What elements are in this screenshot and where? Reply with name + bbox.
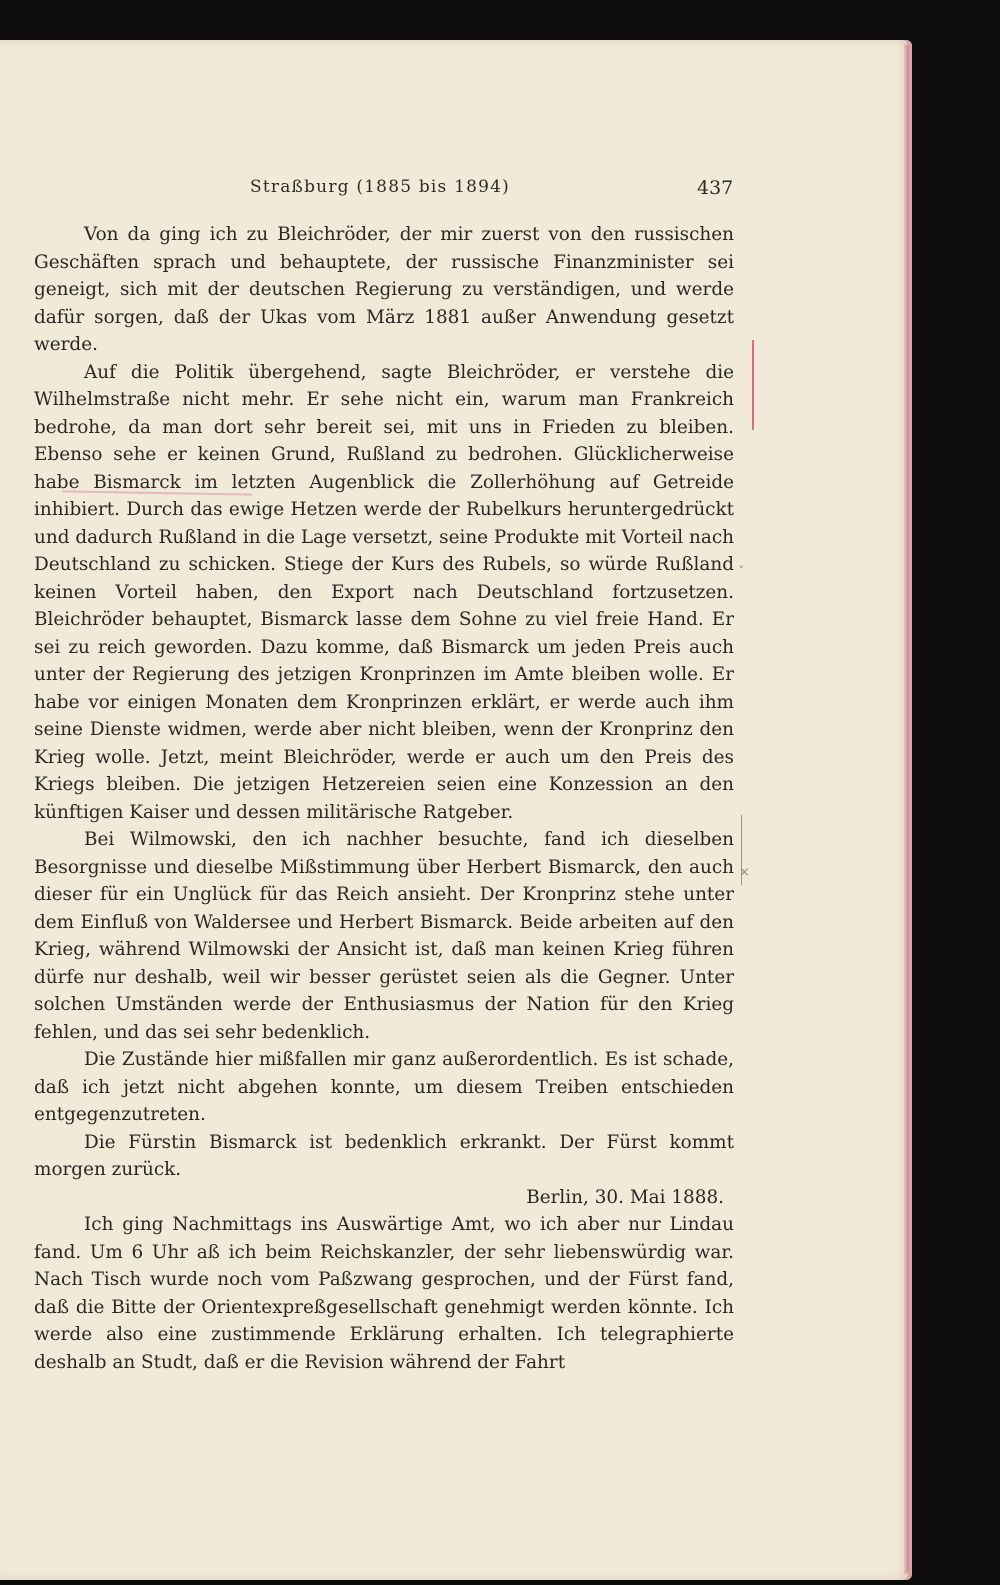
red-margin-annotation: [752, 340, 754, 430]
page-number: 437: [697, 177, 734, 199]
paragraph-4: Die Zustände hier mißfallen mir ganz außerordentlich. Es ist schade, daß ich jetzt nicht abgehen konnte, um diesem Treiben entschieden entgegenzutreten.: [34, 1049, 734, 1125]
paragraph-2: Auf die Politik übergehend, sagte Bleichröder, er verstehe die Wilhelmstraße nicht mehr. Er sehe nicht ein, warum man Frankreich bedrohe, da man dort sehr bereit sei, mit uns in Frieden zu bleiben. Ebenso sehe er keinen Grund, Rußland zu bedrohen. Glücklicherweise habe Bismarck im letzten Augenblick die Zollerhöhung auf Getreide inhibiert. Durch das ewige Hetzen werde der Rubelkurs heruntergedrückt und dadurch Rußland in die Lage versetzt, seine Produkte mit Vorteil nach Deutschland zu schicken. Stiege der Kurs des Rubels, so würde Rußland keinen Vorteil haben, den Export nach Deutschland fortzusetzen. Bleichröder behauptet, Bismarck lasse dem Sohne zu viel freie Hand. Er sei zu reich geworden. Dazu komme, daß Bismarck um jeden Preis auch unter der Regierung des jetzigen Kronprinzen im Amte bleiben wolle. Er habe vor einigen Monaten dem Kronprinzen erklärt, er werde auch ihm seine Dienste widmen, werde aber nicht bleiben, wenn der Kronprinz den Krieg wolle. Jetzt, meint Bleichröder, werde er auch um den Preis des Kriegs bleiben. Die jetzigen Hetzereien seien eine Konzession an den künftigen Kaiser und dessen militärische Ratgeber.: [34, 361, 734, 823]
page-edge: [904, 44, 909, 1574]
running-head: Straßburg (1885 bis 1894): [250, 177, 510, 197]
paragraph-1: Von da ging ich zu Bleichröder, der mir zuerst von den russischen Geschäften sprach und behauptete, der russische Finanzminister sei geneigt, sich mit der deutschen Regierung zu verständigen, und werde dafür sorgen, daß der Ukas vom März 1881 außer Anwendung gesetzt werde.: [34, 224, 734, 355]
text-block: [34, 221, 734, 1376]
dateline: Berlin, 30. Mai 1888.: [526, 1186, 724, 1208]
paragraph-3: Bei Wilmowski, den ich nachher besuchte, fand ich dieselben Besorgnisse und dieselbe Mißstimmung über Herbert Bismarck, den auch dieser für ein Unglück für das Reich ansieht. Der Kronprinz stehe unter dem Einfluß von Waldersee und Herbert Bismarck. Beide arbeiten auf den Krieg, während Wilmowski der Ansicht ist, daß man keinen Krieg führen dürfe nur deshalb, weil wir besser gerüstet seien als die Gegner. Unter solchen Umständen werde der Enthusiasmus der Nation für den Krieg fehlen, und das sei sehr bedenklich.: [34, 829, 734, 1043]
paragraph-5: Die Fürstin Bismarck ist bedenklich erkrankt. Der Fürst kommt morgen zurück.: [34, 1131, 734, 1180]
margin-cross-icon: ×: [739, 865, 750, 880]
paragraph-6: Ich ging Nachmittags ins Auswärtige Amt, wo ich aber nur Lindau fand. Um 6 Uhr aß ich beim Reichskanzler, der sehr liebenswürdig war. Nach Tisch wurde noch vom Paßzwang gesprochen, und der Fürst fand, daß die Bitte der Orientexpreßgesellschaft genehmigt werden könnte. Ich werde also eine zustimmende Erklärung erhalten. Ich telegraphierte deshalb an Studt, daß er die Revision während der Fahrt: [34, 1214, 734, 1373]
margin-tick-icon: ˇ: [738, 565, 745, 580]
